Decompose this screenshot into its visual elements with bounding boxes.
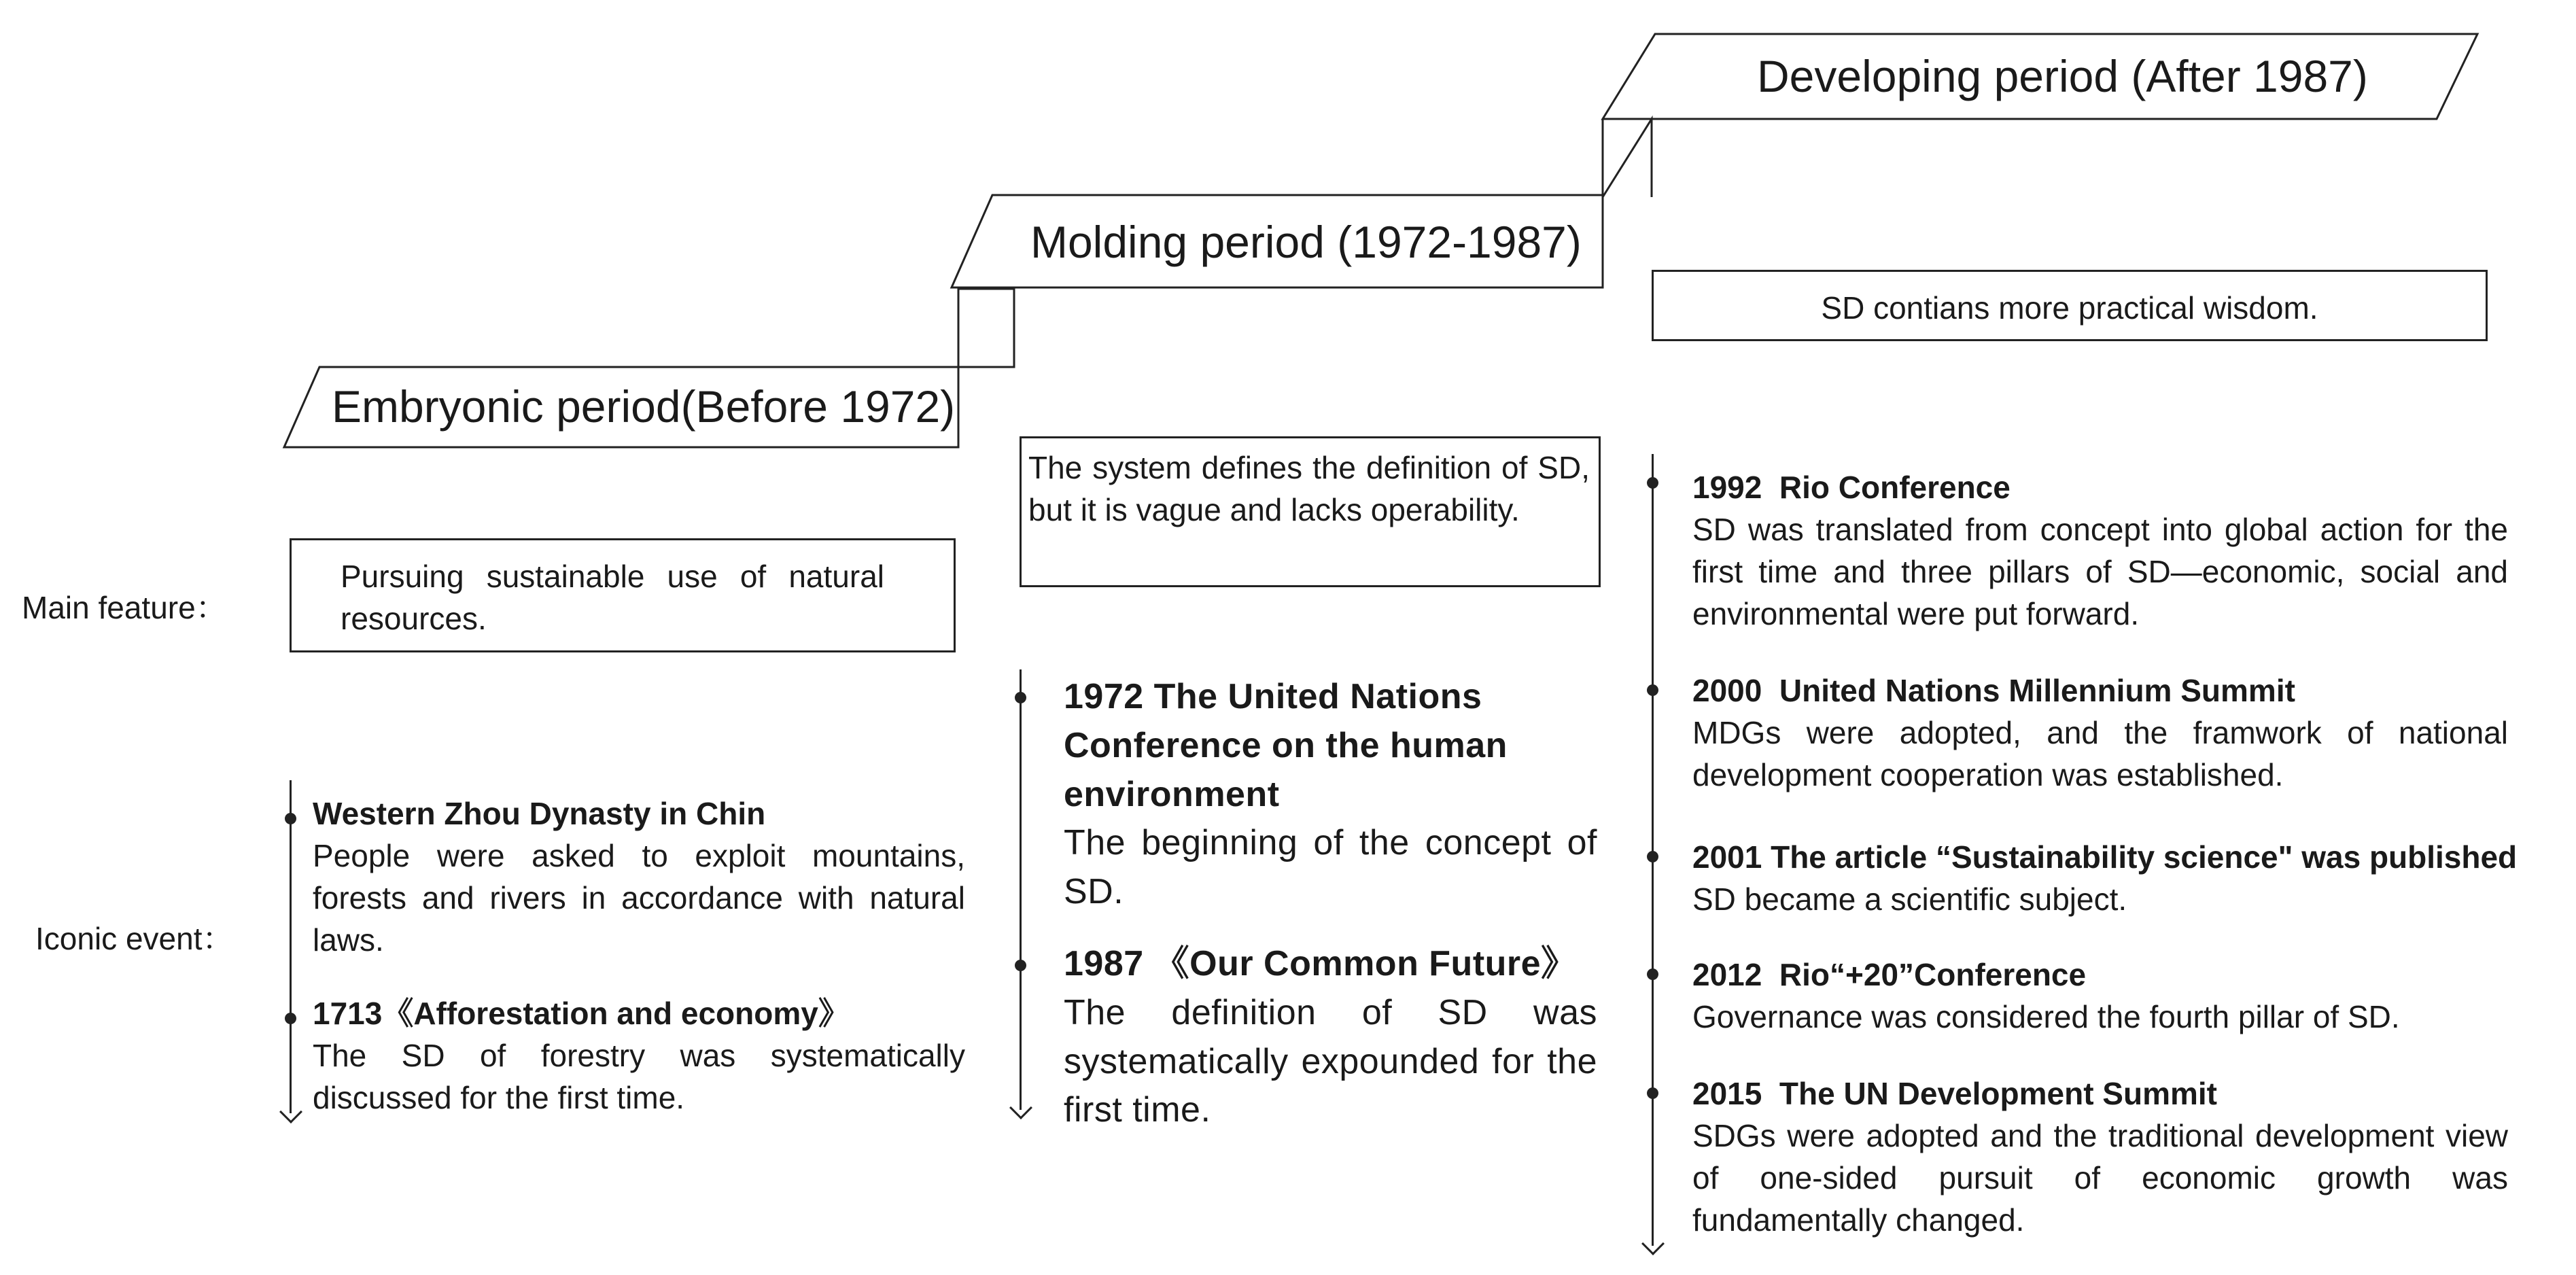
molding-period-title: Molding period (1972-1987) <box>1030 217 1582 267</box>
event-title: 2001 The article “Sustainability science" was published <box>1692 839 2518 875</box>
molding-timeline-line <box>1020 669 1022 1110</box>
molding-feature-box <box>1020 436 1601 587</box>
molding-developing-riser <box>1603 119 1652 287</box>
timeline-dot <box>1647 851 1658 862</box>
embryonic-timeline-line <box>290 780 292 1113</box>
event-title: 2012 Rio“+20”Conference <box>1692 957 2087 992</box>
event-title: 1987 《Our Common Future》 <box>1064 944 1577 983</box>
event-desc: The definition of SD was systematically expounded for the first time. <box>1064 992 1597 1130</box>
timeline-dot <box>285 1013 296 1024</box>
embryonic-feature-text: Pursuing sustainable use of natural resources. <box>341 559 884 637</box>
event-title: 1713《Afforestation and economy》 <box>313 996 850 1031</box>
event-item <box>1692 466 2508 635</box>
main-feature-label: Main feature： <box>22 590 227 625</box>
event-title: Western Zhou Dynasty in Chin <box>313 796 766 831</box>
event-item <box>1692 836 2535 920</box>
developing-feature-box <box>1652 270 2488 341</box>
event-desc: MDGs were adopted, and the framwork of national development cooperation was established. <box>1692 715 2508 793</box>
timeline-dot <box>1647 1087 1658 1099</box>
event-desc: SD was translated from concept into global action for the first time and three pillars of SD—economic, social and environmental were put forward. <box>1692 512 2508 632</box>
embryonic-period-title: Embryonic period(Before 1972) <box>332 381 956 432</box>
event-desc: Governance was considered the fourth pillar of SD. <box>1692 999 2400 1035</box>
timeline-dot <box>1015 960 1026 971</box>
event-title: 1992 Rio Conference <box>1692 470 2011 505</box>
event-item <box>1064 940 1597 1135</box>
embryonic-molding-riser <box>958 289 1014 367</box>
event-title: 2015 The UN Development Summit <box>1692 1076 2217 1111</box>
developing-period-title: Developing period (After 1987) <box>1757 51 2368 101</box>
event-item <box>1064 673 1597 917</box>
developing-timeline-line <box>1652 454 1654 1246</box>
event-title: 2000 United Nations Millennium Summit <box>1692 673 2295 708</box>
iconic-event-label: Iconic event： <box>35 921 234 956</box>
event-item <box>313 792 965 961</box>
event-title: 1972 The United Nations Conference on the human environment <box>1064 677 1508 814</box>
embryonic-feature-box <box>290 538 956 652</box>
event-desc: SD became a scientific subject. <box>1692 881 2127 918</box>
event-desc: SDGs were adopted and the traditional development view of one-sided pursuit of economic growth was fundamentally changed. <box>1692 1118 2508 1238</box>
developing-feature-text: SD contians more practical wisdom. <box>1821 290 2318 326</box>
event-item <box>1692 1072 2508 1241</box>
event-desc: The beginning of the concept of SD. <box>1064 823 1597 911</box>
timeline-dot <box>285 813 296 824</box>
timeline-dot <box>1647 477 1658 489</box>
event-desc: People were asked to exploit mountains, forests and rivers in accordance with natural laws. <box>313 838 965 958</box>
timeline-dot <box>1647 684 1658 696</box>
molding-feature-text: The system defines the definition of SD, but it is vague and lacks operability. <box>1028 450 1590 528</box>
event-item <box>313 992 965 1119</box>
event-desc: The SD of forestry was systematically discussed for the first time. <box>313 1038 965 1116</box>
event-item <box>1692 954 2508 1038</box>
timeline-dot <box>1015 692 1026 703</box>
event-item <box>1692 669 2508 796</box>
timeline-dot <box>1647 968 1658 980</box>
